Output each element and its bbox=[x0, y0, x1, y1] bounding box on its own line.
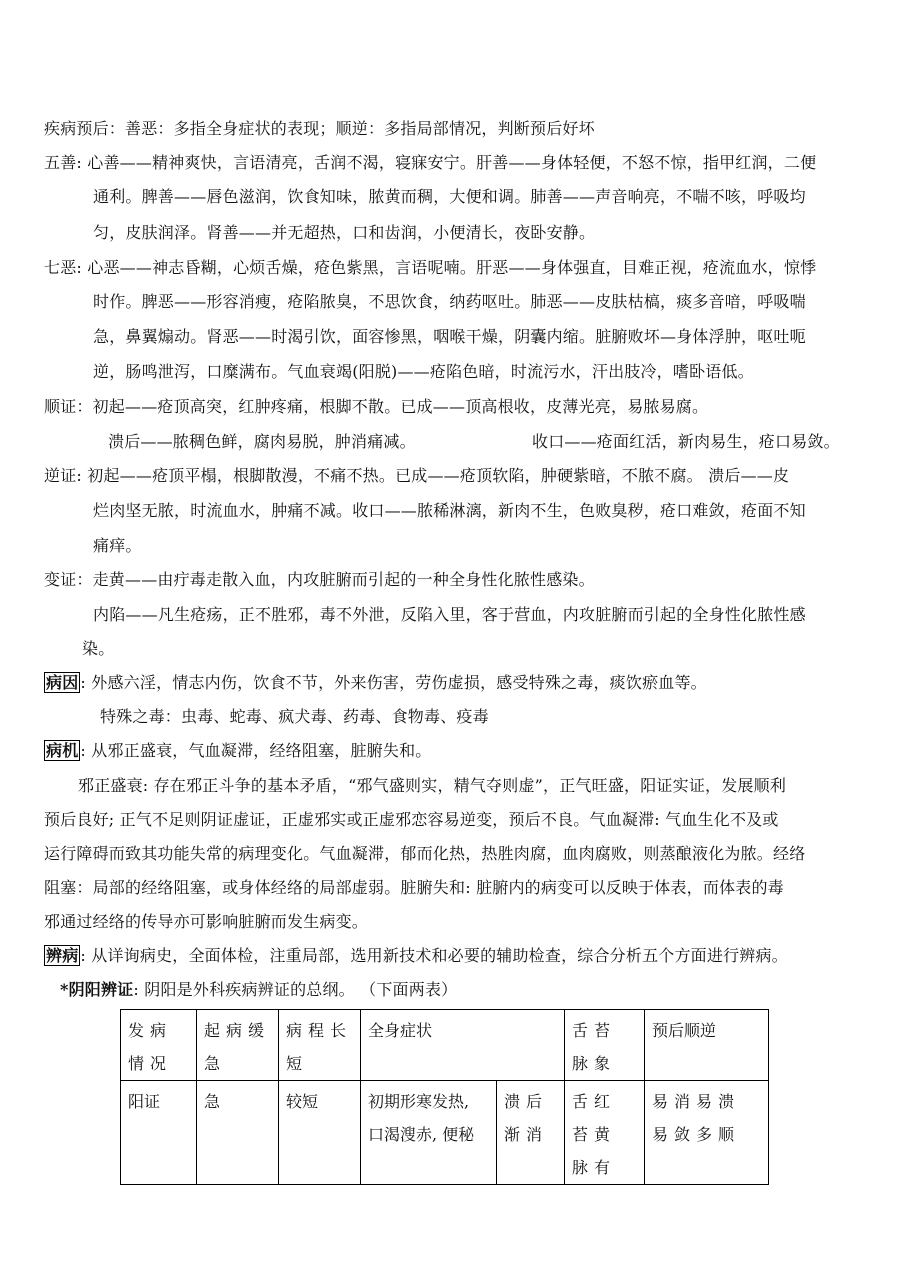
yinyang-heading: 阴阳辨证 bbox=[68, 980, 134, 999]
ni-line-3: 痛痒。 bbox=[93, 536, 142, 555]
five-good-line-3: 匀，皮肤润泽。肾善——并无超热，口和齿润，小便清长，夜卧安静。 bbox=[93, 223, 596, 242]
bingji-text: : 从邪正盛衰，气血凝滞，经络阻塞，脏腑失和。 bbox=[80, 741, 432, 760]
seven-bad-line-1: 七恶: 心恶——神志昏糊，心烦舌燥，疮色紫黑，言语呢喃。肝恶——身体强直，目难正视，疮流血水，惊悸 bbox=[44, 258, 817, 277]
bingji-heading: 病机 bbox=[46, 741, 79, 760]
header-cell: 起病缓急 bbox=[197, 1010, 279, 1081]
bian-line-1: 变证：走黄——由疔毒走散入血，内攻脏腑而引起的一种全身性化脓性感染。 bbox=[44, 570, 595, 589]
ni-line-1: 逆证: 初起——疮顶平榻，根脚散漫，不痛不热。已成——疮顶软陷，肿硬紫暗，不脓不腐。 溃后——皮 bbox=[44, 466, 790, 485]
bingyin-line-2: 特殊之毒：虫毒、蛇毒、疯犬毒、药毒、食物毒、疫毒 bbox=[100, 707, 489, 726]
cell-prognosis: 易消易溃易敛多顺 bbox=[645, 1081, 769, 1185]
seven-bad-line-4: 逆，肠鸣泄泻，口糜满布。气血衰竭(阳脱)——疮陷色暗，时流污水，汗出肢冷，嗜卧语低。 bbox=[93, 362, 754, 381]
bianbing-line bbox=[44, 945, 788, 967]
cell-type: 阳证 bbox=[121, 1081, 197, 1185]
cell-onset: 急 bbox=[197, 1081, 279, 1185]
bianbing-heading: 辨病 bbox=[46, 946, 79, 965]
bian-line-3: 染。 bbox=[82, 639, 115, 658]
yinyang-line bbox=[60, 979, 457, 1001]
header-cell: 病程长短 bbox=[279, 1010, 361, 1081]
five-good-line-1: 五善: 心善——精神爽快，言语清亮，舌润不渴，寝寐安宁。肝善——身体轻便，不怒不惊，指甲红润，二便 bbox=[44, 153, 817, 172]
header-cell: 舌苔脉象 bbox=[565, 1010, 645, 1081]
cell-symptoms: 初期形寒发热, 口渴溲赤, 便秘 bbox=[361, 1081, 497, 1185]
bianbing-text: : 从详询病史，全面体检，注重局部，选用新技术和必要的辅助检查，综合分析五个方面进行辨病。 bbox=[80, 946, 788, 965]
yin-yang-table bbox=[120, 1009, 769, 1185]
ni-line-2: 烂肉坚无脓，时流血水，肿痛不减。收口——脓稀淋漓，新肉不生，色败臭秽，疮口难敛，疮面不知 bbox=[93, 501, 806, 520]
cell-after: 溃后渐消 bbox=[497, 1081, 565, 1185]
shun-line-1: 顺证：初起——疮顶高突，红肿疼痛，根脚不散。已成——顶高根收，皮薄光亮，易脓易腐。 bbox=[44, 397, 709, 416]
bingyin-line-1 bbox=[44, 672, 707, 694]
bingji-para-1: 邪正盛衰: 存在邪正斗争的基本矛盾，“邪气盛则实，精气夺则虚”，正气旺盛，阳证实证，发展顺利 bbox=[78, 776, 787, 795]
yinyang-asterisk: * bbox=[60, 980, 69, 999]
bingyin-heading: 病因 bbox=[46, 673, 79, 692]
five-good-line-2: 通利。脾善——唇色滋润，饮食知味，脓黄而稠，大便和调。肺善——声音响亮，不喘不咳，呼吸均 bbox=[93, 187, 806, 206]
bingji-para-2: 预后良好; 正气不足则阴证虚证，正虚邪实或正虚邪恋容易逆变，预后不良。气血凝滞: 气血生化不及或 bbox=[44, 810, 779, 829]
seven-bad-line-3: 急，鼻翼煽动。肾恶——时渴引饮，面容惨黑，咽喉干燥，阴囊内缩。脏腑败坏—身体浮肿，呕吐呃 bbox=[93, 327, 806, 346]
shun-line-2b: 收口——疮面红活，新肉易生，疮口易敛。 bbox=[532, 432, 840, 451]
seven-bad-line-2: 时作。脾恶——形容消瘦，疮陷脓臭，不思饮食，纳药呕吐。肺恶——皮肤枯槁，痰多音喑，呼吸喘 bbox=[93, 292, 806, 311]
header-cell: 发病情况 bbox=[121, 1010, 197, 1081]
bingji-para-3: 运行障碍而致其功能失常的病理变化。气血凝滞，郁而化热，热胜肉腐，血肉腐败，则蒸酿液化为脓。经络 bbox=[44, 844, 806, 863]
table-header-row bbox=[121, 1010, 769, 1081]
header-cell: 预后顺逆 bbox=[645, 1010, 769, 1081]
cell-course: 较短 bbox=[279, 1081, 361, 1185]
header-cell: 全身症状 bbox=[361, 1010, 565, 1081]
table-row bbox=[121, 1081, 769, 1185]
bian-line-2: 内陷——凡生疮疡，正不胜邪，毒不外泄，反陷入里，客于营血，内攻脏腑而引起的全身性化脓性感 bbox=[93, 605, 806, 624]
shun-line-2a: 溃后——脓稠色鲜，腐肉易脱，肿消痛减。 bbox=[108, 432, 416, 451]
yinyang-text: : 阴阳是外科疾病辨证的总纲。 （下面两表） bbox=[133, 980, 458, 999]
prognosis-line: 疾病预后：善恶：多指全身症状的表现；顺逆：多指局部情况，判断预后好坏 bbox=[44, 119, 595, 138]
bingyin-text: : 外感六淫，情志内伤，饮食不节，外来伤害，劳伤虚损，感受特殊之毒，痰饮瘀血等。 bbox=[80, 673, 707, 692]
bingji-line-1 bbox=[44, 740, 431, 762]
cell-tongue: 舌红苔黄脉有 bbox=[565, 1081, 645, 1185]
bingji-para-4: 阻塞：局部的经络阻塞，或身体经络的局部虚弱。脏腑失和: 脏腑内的病变可以反映于体表，而体表的毒 bbox=[44, 878, 784, 897]
bingji-para-5: 邪通过经络的传导亦可影响脏腑而发生病变。 bbox=[44, 912, 369, 931]
